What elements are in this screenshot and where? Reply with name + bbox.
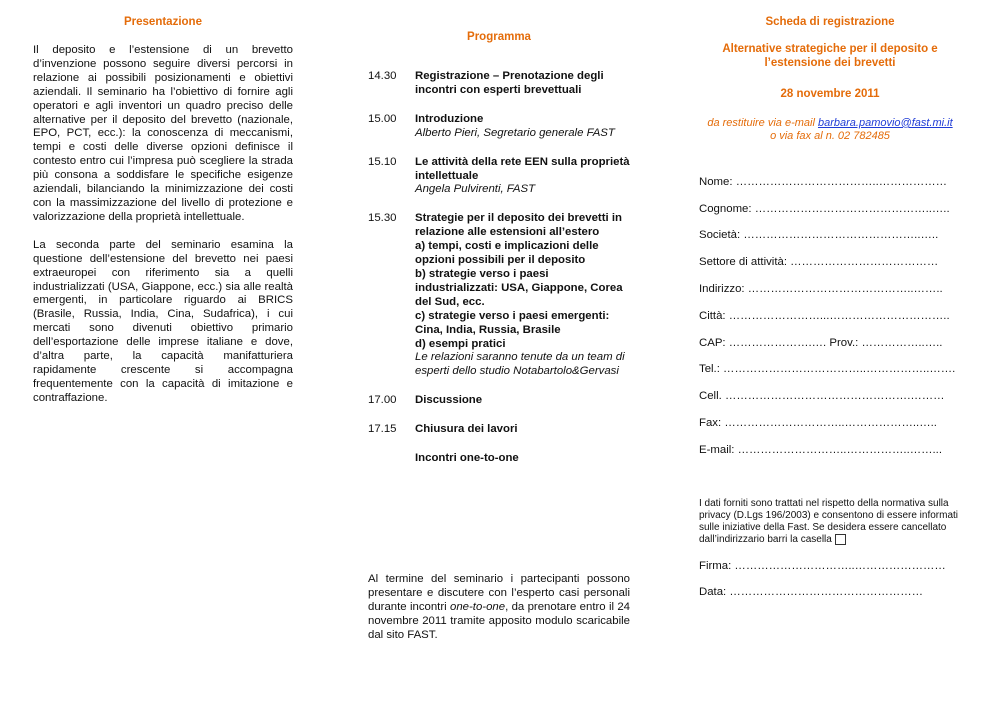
programma-title-line: c) strategie verso i paesi emergenti: — [415, 309, 610, 322]
programma-title-line: d) esempi pratici — [415, 337, 506, 350]
programma-title-line: industrializzati: USA, Giappone, Corea — [415, 281, 623, 294]
registration-title: Scheda di registrazione — [765, 16, 895, 28]
programma-speaker: Angela Pulvirenti, FAST — [415, 183, 536, 196]
programma-item — [368, 394, 630, 408]
programma-title-line: del Sud, ecc. — [415, 295, 485, 308]
form-field[interactable]: Società: ………………………………………..….. — [699, 229, 939, 242]
form-field[interactable]: Settore di attività: ………………………………… — [699, 256, 939, 269]
programma-title-line: Discussione — [415, 394, 483, 407]
programma-item — [368, 212, 630, 379]
programma-item — [368, 70, 630, 98]
presentazione-title: Presentazione — [124, 16, 202, 28]
registration-subtitle: Alternative strategiche per il deposito e l’estensione dei brevetti — [722, 43, 938, 69]
presentazione-column — [33, 0, 293, 406]
data-field[interactable]: Data: …………………………………………… — [699, 585, 924, 598]
programma-speaker: Alberto Pieri, Segretario generale FAST — [415, 126, 615, 139]
form-field[interactable]: Città: ……………………...………………………….. — [699, 309, 950, 322]
form-field[interactable]: Tel.: ………………………………..……………..……. — [699, 363, 956, 376]
programma-title-line: Chiusura dei lavori — [415, 423, 518, 436]
programma-time: 15.10 — [368, 155, 397, 168]
form-field[interactable]: Cell. ………………………………………….……… — [699, 390, 945, 403]
programma-body — [415, 70, 630, 98]
programma-time: 17.00 — [368, 394, 397, 407]
programma-item — [368, 452, 630, 466]
programma-title-line: opzioni possibili per il deposito — [415, 254, 586, 267]
programma-title-line: Strategie per il deposito dei brevetti in — [415, 212, 622, 225]
programma-title-line: Introduzione — [415, 112, 484, 125]
presentazione-paragraph-1: Il deposito e l’estensione di un brevetto d’invenzione possono seguire diversi percorsi in relazione ai possibili posizionamenti e obiettivi aziendali. Il seminario ha l’obiettivo di fornire agli operatori e agli inventori un quadro preciso delle alternative per il deposito del brevetto (nazionale, EPO, PCT, ecc.): la conoscenza di meccanismi, tempi e costi delle diverse opzioni definisce il contesto entro cui l’impresa può scegliere la strada più consona a soddisfare le specifiche esigenze aziendali, bilanciando la minimizzazione dei costi con la massimizzazione del livello di protezione e valorizzazione della proprietà intellettuale. — [33, 44, 293, 223]
return-prefix: da restituire via e-mail — [707, 116, 818, 129]
programma-title-line: a) tempi, costi e implicazioni delle — [415, 240, 599, 253]
programma-time: 14.30 — [368, 70, 397, 82]
programma-item — [368, 113, 630, 141]
unsubscribe-checkbox[interactable] — [835, 534, 846, 545]
programma-title-line: Cina, India, Russia, Brasile — [415, 323, 561, 336]
event-date: 28 novembre 2011 — [780, 87, 880, 100]
email-link[interactable]: barbara.pamovio@fast.mi.it — [817, 116, 953, 129]
programma-title-line: incontri con esperti brevettuali — [415, 83, 582, 96]
programma-title-line: Le attività della rete EEN sulla proprietà — [415, 155, 630, 168]
programma-time — [368, 452, 415, 466]
programma-time: 15.00 — [368, 112, 397, 125]
programma-speaker: Le relazioni saranno tenute da un team di esperti dello studio Notabartolo&Gervasi — [415, 351, 625, 378]
form-field[interactable]: Nome: ………………………………..……………… — [699, 175, 948, 188]
presentazione-paragraph-2: La seconda parte del seminario esamina la questione dell’estensione del brevetto nei paesi extraeuropei con riferimento sia a quelli industrializzati (USA, Giappone, ecc.) sia alle realtà emergenti, in particolare riguardo ai BRICS (Brasile, Russia, India, Cina, Sudafrica), i cui mercati sono divenuti obiettivo primario dell’esportazione delle imprese italiane e dove, d’altra parte, la capacità manifatturiera rapidamente crescente si accompagna frequentemente con la capacità di imitazione e contraffazione. — [33, 238, 293, 404]
programma-body — [415, 113, 630, 141]
form-field[interactable]: Fax: …………………………..………………..….. — [699, 416, 937, 429]
programma-title: Programma — [467, 31, 531, 43]
form-field[interactable]: Cognome: ………………………………………..….. — [699, 202, 950, 215]
form-field[interactable]: CAP: ………………….…. Prov.: ……………..….. — [699, 336, 943, 349]
programma-title-line: b) strategie verso i paesi — [415, 267, 549, 280]
programma-time: 15.30 — [368, 212, 397, 225]
programma-time: 17.15 — [368, 423, 397, 436]
registration-column — [699, 0, 961, 612]
registration-form — [699, 176, 961, 471]
return-instructions — [699, 117, 961, 143]
form-field[interactable]: E-mail: ………………………..……………..……... — [699, 443, 943, 456]
one-to-one-note — [368, 573, 630, 643]
form-field[interactable]: Indirizzo: ……………………………………..…….. — [699, 283, 943, 295]
programma-title-line: intellettuale — [415, 169, 479, 182]
firma-field[interactable]: Firma: …………………………..…………………… — [699, 559, 946, 572]
return-fax: o via fax al n. 02 782485 — [770, 129, 890, 142]
note-emphasis: one-to-one — [450, 600, 506, 613]
programma-title-line: relazione alle estensioni all’estero — [415, 226, 600, 239]
privacy-notice — [699, 498, 961, 546]
programma-item — [368, 423, 630, 437]
programma-body — [415, 212, 630, 379]
programma-body — [415, 452, 630, 466]
programma-item — [368, 156, 630, 198]
programma-body — [415, 423, 630, 437]
programma-body — [415, 156, 630, 198]
programma-list — [368, 70, 630, 466]
programma-column — [368, 0, 630, 641]
privacy-text: I dati forniti sono trattati nel rispetto della normativa sulla privacy (D.Lgs 196/2003) e consentono di essere informati sulle iniziative della Fast. Se desidera essere cancellato dall’indirizzario barri la casella — [699, 497, 959, 545]
programma-title-line: Registrazione – Prenotazione degli — [415, 70, 604, 82]
note-text-after: , da prenotare entro il 24 novembre 2011 tramite apposito modulo scaricabile dal sito FAST. — [368, 600, 630, 641]
programma-title-line: Incontri one-to-one — [415, 452, 519, 465]
programma-body — [415, 394, 630, 408]
note-text-before: Al termine del seminario i partecipanti possono presentare e discutere con l’esperto casi personali durante incontri — [368, 573, 630, 613]
